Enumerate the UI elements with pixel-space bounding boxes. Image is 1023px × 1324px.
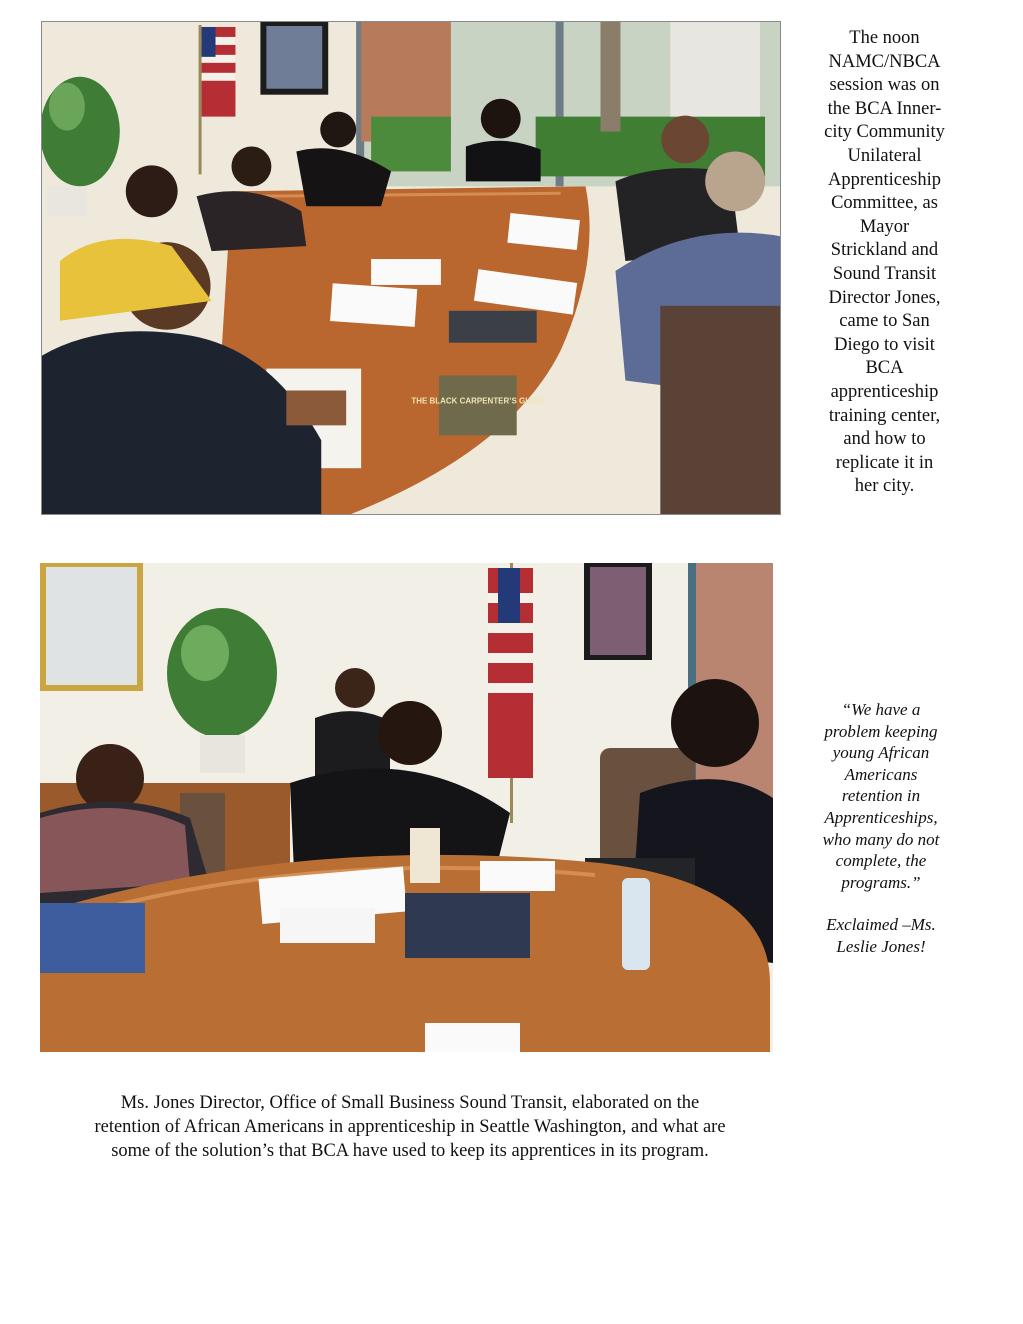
attribution-line: Exclaimed –Ms. — [826, 915, 936, 935]
caption-line: retention of African Americans in apprenticeship in Seattle Washington, and what are — [94, 1117, 726, 1137]
caption-line: NAMC/NBCA — [828, 51, 941, 72]
caption-line: Committee, as — [831, 193, 938, 214]
meeting-photo-top — [41, 21, 781, 515]
caption-line: Ms. Jones Director, Office of Small Business Sound Transit, elaborated on the — [120, 1093, 700, 1113]
quote-line: Apprenticeships, — [824, 807, 938, 827]
caption-line: her city. — [854, 476, 915, 497]
book-title-text: THE BLACK CARPENTER’S GUIDE — [411, 396, 545, 406]
quote-block — [808, 699, 954, 958]
attribution-line: Leslie Jones! — [836, 936, 926, 956]
caption-line: The noon — [849, 28, 920, 48]
quote-line: young African — [832, 743, 930, 763]
meeting-photo-bottom-illustration — [40, 563, 773, 1052]
quote-attribution — [808, 914, 954, 957]
caption-line: some of the solution’s that BCA have used to keep its apprentices in its program. — [111, 1141, 709, 1161]
caption-line: training center, — [828, 405, 941, 426]
caption-line: and how to — [843, 429, 926, 450]
caption-line: Diego to visit — [834, 334, 935, 355]
quote-line: “We have a — [841, 700, 921, 719]
quote-line: who many do not — [822, 829, 940, 849]
caption-line: BCA — [865, 358, 904, 379]
caption-line: came to San — [839, 311, 930, 332]
quote-line: programs.” — [841, 872, 921, 892]
caption-line: replicate it in — [835, 452, 934, 473]
quote-line: problem keeping — [824, 721, 938, 741]
quote-line: Americans — [844, 764, 918, 784]
caption-line: Mayor — [859, 216, 910, 237]
caption-line: Apprenticeship — [827, 169, 942, 190]
quote-line: complete, the — [835, 851, 927, 871]
bottom-photo-caption — [45, 1091, 775, 1163]
caption-line: Unilateral — [847, 145, 922, 166]
caption-line: Strickland and — [830, 240, 939, 261]
caption-line: apprenticeship — [830, 381, 939, 402]
caption-line: Director Jones, — [828, 287, 941, 308]
caption-line: city Community — [824, 122, 945, 143]
caption-line: session was on — [829, 75, 940, 96]
meeting-photo-bottom — [40, 563, 773, 1052]
caption-line: Sound Transit — [832, 263, 937, 284]
quote-line: retention in — [841, 786, 921, 806]
meeting-photo-top-illustration — [42, 22, 780, 514]
caption-line: the BCA Inner- — [827, 98, 942, 119]
top-photo-caption — [812, 27, 957, 499]
